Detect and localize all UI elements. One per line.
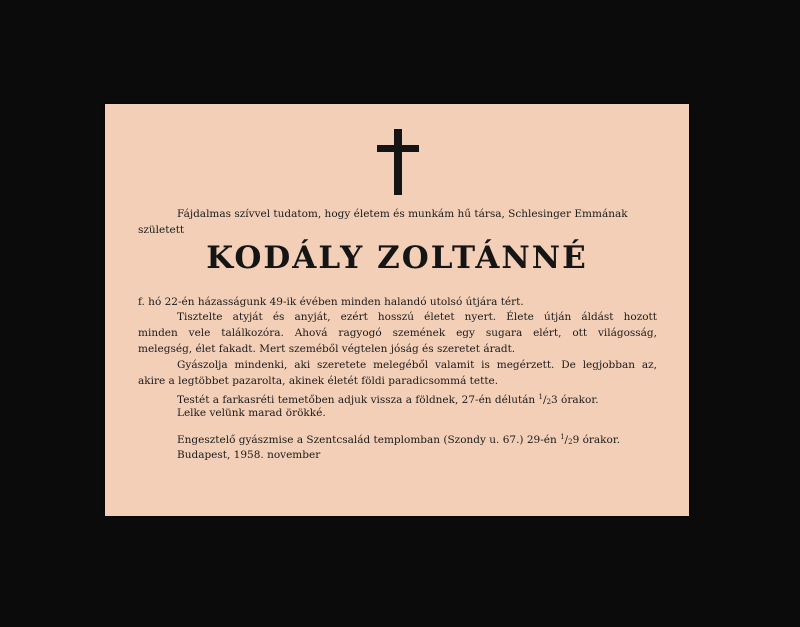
fraction-denominator: 2 xyxy=(568,438,573,446)
opening-line-1: Fájdalmas szívvel tudatom, hogy életem és munkám hű társa, Schlesinger Emmának xyxy=(177,208,628,220)
paragraph-1: f. hó 22-én házasságunk 49-ik évében minden halandó utolsó útjára tért. xyxy=(138,296,524,308)
paragraph-5: Lelke velünk marad örökké. xyxy=(177,407,326,419)
fraction-numerator: 1 xyxy=(560,433,565,441)
obituary-notice xyxy=(105,104,689,516)
paragraph-2-line-1: Tisztelte atyját és anyját, ezért hosszú életet nyert. Élete útján áldást hozott xyxy=(177,311,657,323)
paragraph-4: Testét a farkasréti temetőben adjuk vissza a földnek, 27-én délután $^1/_23$ órakor. xyxy=(177,393,599,406)
cross-icon xyxy=(377,129,419,195)
paragraph-2-line-2: minden vele találkozóra. Ahová ragyogó szemének egy sugara elért, ott világosság, xyxy=(138,327,657,339)
paragraph-3-line-1: Gyászolja mindenki, aki szeretete melegéből valamit is megérzett. De legjobban az, xyxy=(177,359,657,371)
burial-text: Testét a farkasréti temetőben adjuk vissza a földnek, 27-én délután xyxy=(177,394,536,406)
deceased-name: KODÁLY ZOLTÁNNÉ xyxy=(206,240,588,276)
opening-line-2: született xyxy=(138,224,185,236)
mass-text: Engesztelő gyászmise a Szentcsalád templomban (Szondy u. 67.) 29-én xyxy=(177,434,557,446)
mass-time: 9 órakor. xyxy=(572,434,621,446)
mass-announcement: Engesztelő gyászmise a Szentcsalád templomban (Szondy u. 67.) 29-én $^1/_29$ órakor. xyxy=(177,433,621,446)
paragraph-2-line-3: melegség, élet fakadt. Mert szeméből végtelen jóság és szeretet áradt. xyxy=(138,343,516,355)
paragraph-3-line-2: akire a legtöbbet pazarolta, akinek életét földi paradicsommá tette. xyxy=(138,375,499,387)
burial-time: 3 órakor. xyxy=(551,394,599,406)
place-and-date: Budapest, 1958. november xyxy=(177,449,321,461)
fraction-denominator: 2 xyxy=(546,398,552,406)
fraction-numerator: 1 xyxy=(538,393,544,401)
